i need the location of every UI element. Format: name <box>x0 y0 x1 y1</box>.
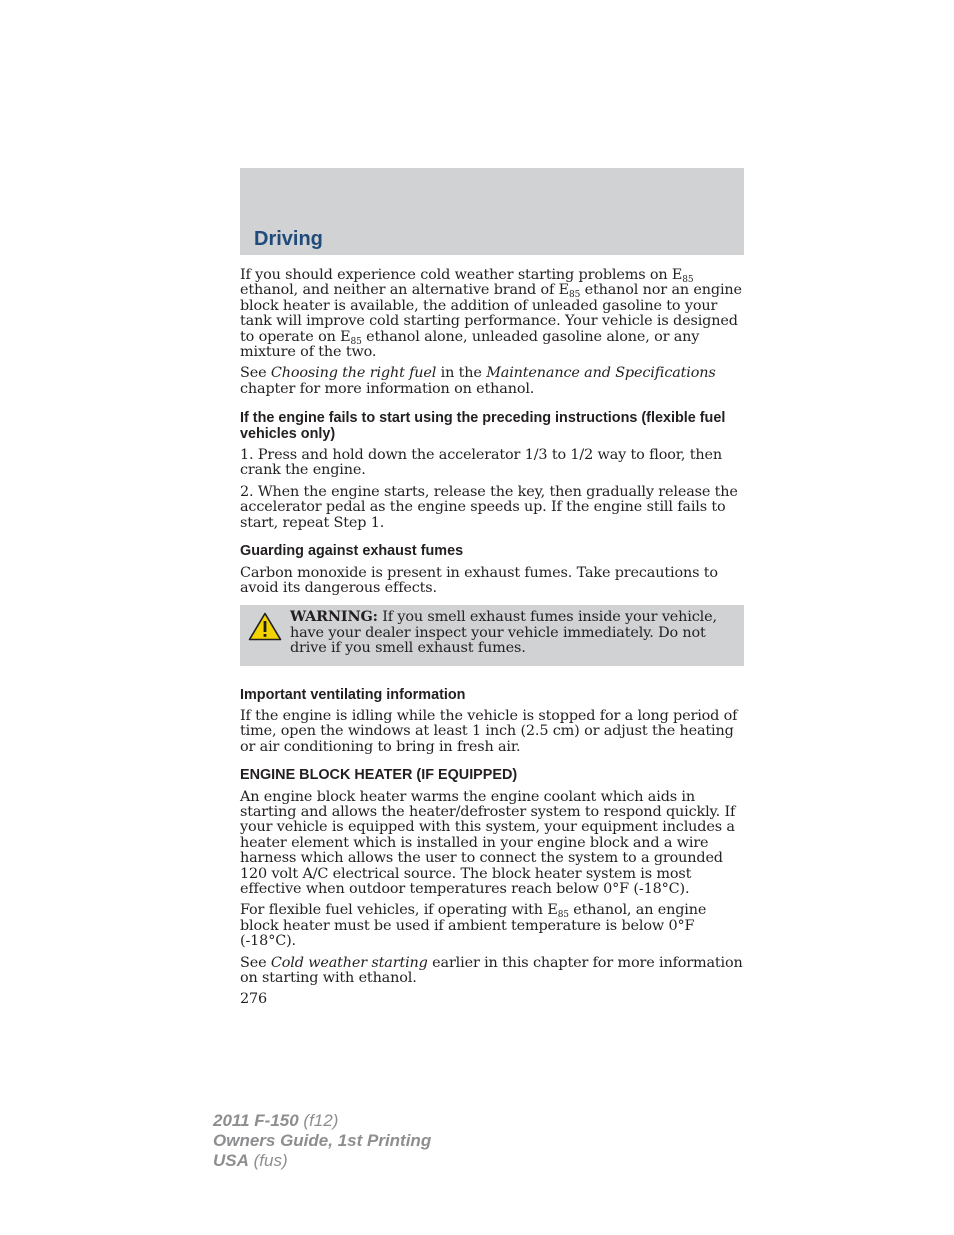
text-segment: earlier in this chapter for more information on starting with ethanol. <box>240 954 743 987</box>
step-2: 2. When the engine starts, release the key, then gradually release the accelerator pedal as the engine speeds up. If the engine still fails to start, repeat Step 1. <box>240 483 738 531</box>
cross-reference: Cold weather starting <box>270 954 428 971</box>
footer-market-code: (fus) <box>248 1151 288 1170</box>
page-content <box>240 268 744 1014</box>
paragraph-see-fuel <box>240 366 744 397</box>
step-1: 1. Press and hold down the accelerator 1/3 to 1/2 way to floor, then crank the engine. <box>240 447 723 479</box>
text-segment: For flexible fuel vehicles, if operating with E <box>240 902 558 919</box>
text-segment: in the <box>436 365 487 382</box>
cross-reference: Maintenance and Specifications <box>486 365 716 382</box>
paragraph-ventilating: If the engine is idling while the vehicle is stopped for a long period of time, open the windows at least 1 inch (2.5 cm) or adjust the heating or air conditioning to bring in fresh air. <box>240 707 738 755</box>
paragraph-heater-description: An engine block heater warms the engine coolant which aids in starting and allows the heater/defroster system to respond quickly. If your vehicle is equipped with this system, your equipment includes a heater element which is installed in your engine block and a wire harness which allows the user to connect the system to a grounded 120 volt A/C electrical source. The block heater system is most effective when outdoor temperatures reach below 0°F (-18°C). <box>240 788 736 897</box>
footer-model: 2011 F-150 <box>213 1111 299 1130</box>
text-segment: See <box>240 365 271 382</box>
heading-exhaust-fumes: Guarding against exhaust fumes <box>240 543 464 560</box>
subscript: 85 <box>350 336 362 347</box>
footer-line-model <box>213 1111 431 1131</box>
text-segment: ethanol nor an engine block heater is available, the addition of unleaded gasoline to your tank will improve cold starting performance. Your vehicle is designed to operate on E <box>240 282 742 345</box>
footer-line-market <box>213 1151 431 1171</box>
subscript: 85 <box>682 275 694 285</box>
warning-text: If you smell exhaust fumes inside your vehicle, have your dealer inspect your vehicle immediately. Do not drive if you smell exhaust fumes. <box>290 609 717 657</box>
text-segment: See <box>240 954 271 971</box>
text-segment: chapter for more information on ethanol. <box>240 380 535 397</box>
text-segment: If you should experience cold weather starting problems on E <box>240 267 683 283</box>
footer-line-guide <box>213 1131 431 1151</box>
paragraph-heater-flex-fuel <box>240 903 744 949</box>
subscript: 85 <box>557 910 569 921</box>
warning-label: WARNING: <box>290 608 378 626</box>
print-footer <box>213 1111 431 1171</box>
paragraph-cold-start <box>240 268 744 360</box>
warning-triangle-icon <box>248 612 282 641</box>
cross-reference: Choosing the right fuel <box>270 365 437 382</box>
paragraph-heater-see <box>240 956 744 987</box>
heading-engine-fails: If the engine fails to start using the preceding instructions (flexible fuel vehicles only) <box>240 410 726 442</box>
heading-ventilating: Important ventilating information <box>240 686 466 703</box>
text-segment: ethanol alone, unleaded gasoline alone, or any mixture of the two. <box>240 328 700 361</box>
footer-model-code: (f12) <box>298 1111 339 1130</box>
footer-guide: Owners Guide, 1st Printing <box>213 1131 432 1150</box>
text-segment: ethanol, and neither an alternative brand of E <box>240 282 570 299</box>
chapter-header-band <box>240 168 744 255</box>
heading-block-heater: ENGINE BLOCK HEATER (IF EQUIPPED) <box>240 767 518 784</box>
paragraph-exhaust: Carbon monoxide is present in exhaust fumes. Take precautions to avoid its dangerous effects. <box>240 564 718 596</box>
subscript: 85 <box>569 290 581 301</box>
text-segment: ethanol, an engine block heater must be used if ambient temperature is below 0°F (-18°C). <box>240 902 707 950</box>
warning-box <box>240 605 744 665</box>
footer-market: USA <box>213 1151 249 1170</box>
page-number: 276 <box>240 991 268 1008</box>
chapter-title: Driving <box>254 228 323 250</box>
